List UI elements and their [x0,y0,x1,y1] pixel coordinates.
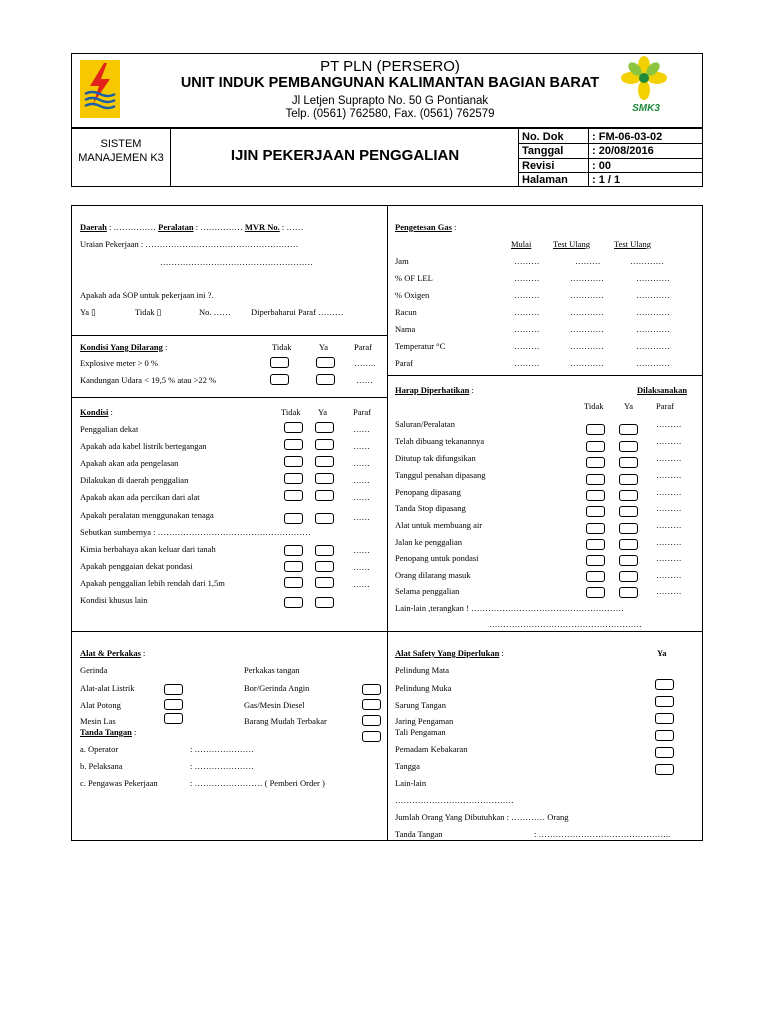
tidak-checkbox[interactable] [586,571,605,582]
sop-question: Apakah ada SOP untuk pekerjaan ini ?. [80,290,214,300]
peralatan-field[interactable]: : …………… [193,222,245,232]
safety-item: Tangga [395,761,420,771]
ya-checkbox[interactable] [315,422,334,433]
other-precaution-field-line2[interactable]: ……………………………………………… [489,619,642,629]
ya-checkbox[interactable] [316,374,335,385]
ya-checkbox[interactable] [619,571,638,582]
tool-item: Perkakas tangan [244,665,300,675]
tidak-checkbox[interactable] [586,490,605,501]
daerah-field[interactable]: : …………… [106,222,159,232]
tidak-checkbox[interactable] [284,473,303,484]
precaution-item: Tanggul penahan dipasang [395,470,486,480]
mvr-label: MVR No. [244,222,280,232]
signer-label: a. Operator [80,744,119,754]
gas-field[interactable]: ………… [636,307,670,317]
col-ya: Ya [624,401,634,411]
paraf-field[interactable]: …… [353,545,370,555]
col-tidak: Tidak [281,407,301,417]
uraian-field-line2[interactable]: ……………………………………………… [160,257,313,267]
precaution-item: Alat untuk membuang air [395,520,483,530]
safety-item: Lain-lain [395,778,427,788]
safety-item: Jaring Pengaman [395,716,454,726]
tidak-checkbox[interactable] [284,513,303,524]
paraf-field[interactable]: ……… [656,553,682,563]
uraian-field[interactable]: Uraian Pekerjaan : ……………………………………………… [80,239,299,249]
gas-field[interactable]: ………… [630,256,664,266]
prohibited-title: Kondisi Yang Dilarang [80,342,163,352]
paraf-field[interactable]: …… [353,441,370,451]
safety-item: Tali Pengaman [395,727,446,737]
tool-item: Bor/Gerinda Angin [244,683,310,693]
gas-test-title: Pengetesan Gas [395,222,452,232]
mvr-field[interactable]: : …… [279,222,304,232]
paraf-field[interactable]: ……… [656,487,682,497]
safety-checkbox[interactable] [655,679,674,690]
tools-title: Alat & Perkakas [80,648,141,658]
tidak-checkbox[interactable] [586,506,605,517]
doc-rev-label: Revisi [522,160,555,172]
paraf-field[interactable]: …… [353,512,370,522]
ya-checkbox[interactable] [619,490,638,501]
safety-item: Pelindung Muka [395,683,452,693]
doc-date-value: : 20/08/2016 [592,145,654,157]
gas-field[interactable]: ………… [636,358,670,368]
people-count-field[interactable]: Jumlah Orang Yang Dibutuhkan : ………… Orang [395,812,569,822]
paraf-field[interactable]: ……… [656,419,682,429]
ya-checkbox[interactable] [619,506,638,517]
tidak-checkbox[interactable] [284,490,303,501]
precaution-item: Penopang untuk pondasi [395,553,479,563]
gas-field[interactable]: ………… [636,341,670,351]
tool-item: Gerinda [80,665,108,675]
paraf-field[interactable]: …… [353,424,370,434]
sop-ya-option[interactable]: Ya ▯ [80,307,96,317]
signer-label: c. Pengawas Pekerjaan [80,778,158,788]
ya-checkbox[interactable] [315,561,334,572]
tidak-checkbox[interactable] [284,561,303,572]
doc-rev-value: : 00 [592,160,611,172]
condition-item: Dilakukan di daerah penggalian [80,475,189,485]
sop-tidak-option[interactable]: Tidak ▯ [135,307,162,317]
tidak-checkbox[interactable] [284,545,303,556]
gas-row-label: % OF LEL [395,273,433,283]
tidak-checkbox[interactable] [284,577,303,588]
tool-item: Barang Mudah Terbakar [244,716,327,726]
safety-signature-label: Tanda Tangan [395,829,443,839]
precaution-item: Saluran/Peralatan [395,419,455,429]
precaution-item: Orang dilarang masuk [395,570,471,580]
gas-row-label: Jam [395,256,409,266]
pln-logo [80,60,120,118]
safety-checkbox[interactable] [655,713,674,724]
ya-checkbox[interactable] [619,441,638,452]
safety-checkbox[interactable] [655,696,674,707]
paraf-field[interactable]: ……… [656,503,682,513]
sop-number-field[interactable]: No. …… [199,307,231,317]
ya-checkbox[interactable] [619,474,638,485]
col-tidak: Tidak [584,401,604,411]
ya-checkbox[interactable] [315,597,334,608]
tidak-checkbox[interactable] [586,555,605,566]
condition-item: Apakah akan ada pengelasan [80,458,179,468]
gas-field[interactable]: ………… [570,324,604,334]
paraf-field[interactable]: …… [353,579,370,589]
ya-checkbox[interactable] [619,424,638,435]
tool-checkbox[interactable] [164,699,183,710]
company-phone: Telp. (0561) 762580, Fax. (0561) 762579 [285,108,495,120]
other-precaution-field[interactable]: Lain-lain ,terangkan ! ……………………………………………… [395,603,624,613]
tool-checkbox[interactable] [362,731,381,742]
tool-item: Alat-alat Listrik [80,683,135,693]
form-title: IJIN PEKERJAAN PENGGALIAN [230,147,460,164]
precaution-item: Tanda Stop dipasang [395,503,466,513]
safety-item: Sarung Tangan [395,700,446,710]
condition-item: Apakah akan ada percikan dari alat [80,492,200,502]
tool-item: Gas/Mesin Diesel [244,700,305,710]
gas-field[interactable]: ……… [575,256,601,266]
precautions-title: Harap Diperhatikan [395,385,470,395]
doc-no-label: No. Dok [522,131,564,143]
tool-checkbox[interactable] [362,684,381,695]
ya-checkbox[interactable] [315,545,334,556]
unit-name: UNIT INDUK PEMBANGUNAN KALIMANTAN BAGIAN BARAT [180,75,600,91]
paraf-field[interactable]: …… [353,492,370,502]
tool-checkbox[interactable] [164,713,183,724]
paraf-field[interactable]: ……… [656,537,682,547]
ya-checkbox[interactable] [619,539,638,550]
ya-checkbox[interactable] [315,456,334,467]
paraf-field[interactable]: ……… [656,520,682,530]
tool-checkbox[interactable] [362,699,381,710]
gas-row-label: % Oxigen [395,290,430,300]
precaution-item: Penopang dipasang [395,487,461,497]
peralatan-label: Peralatan [158,222,194,232]
doc-page-label: Halaman [522,174,568,186]
precaution-item: Selama penggalian [395,586,460,596]
sop-paraf-field[interactable]: Diperbaharui Paraf ……… [251,307,344,317]
tidak-checkbox[interactable] [586,474,605,485]
ya-checkbox[interactable] [619,457,638,468]
gas-field[interactable]: ……… [514,256,540,266]
company-name: PT PLN (PERSERO) [320,58,460,75]
col-dilaksanakan: Dilaksanakan [637,385,688,395]
doc-page-value: : 1 / 1 [592,174,621,186]
smk3-logo [617,56,671,106]
safety-checkbox[interactable] [655,764,674,775]
ya-checkbox[interactable] [619,523,638,534]
doc-date-label: Tanggal [522,145,564,157]
gas-field[interactable]: ………… [636,290,670,300]
tidak-checkbox[interactable] [270,357,289,368]
tidak-checkbox[interactable] [586,523,605,534]
ya-checkbox[interactable] [315,490,334,501]
col-test-ulang-1: Test Ulang [553,239,590,249]
supervisor-signature-field[interactable]: : …………………… ( Pemberi Order ) [190,778,325,788]
paraf-field[interactable]: …… [356,375,373,385]
paraf-field[interactable]: …… [353,562,370,572]
paraf-field[interactable]: ……… [656,570,682,580]
gas-field[interactable]: ……… [514,307,540,317]
tool-item: Alat Potong [80,700,121,710]
gas-row-label: Racun [395,307,417,317]
gas-field[interactable]: ……… [514,290,540,300]
executor-signature-field[interactable]: : ………………… [190,761,254,771]
tidak-checkbox[interactable] [586,587,605,598]
gas-field[interactable]: ………… [570,358,604,368]
tidak-checkbox[interactable] [586,441,605,452]
precaution-item: Telah dibuang tekanannya [395,436,485,446]
col-test-ulang-2: Test Ulang [614,239,651,249]
col-tidak: Tidak [272,342,292,352]
gas-row-label: Paraf [395,358,413,368]
col-paraf: Paraf [656,401,674,411]
condition-item: Apakah penggaian dekat pondasi [80,561,193,571]
condition-item: Apakah ada kabel listrik bertegangan [80,441,207,451]
tidak-checkbox[interactable] [284,456,303,467]
form-center-divider [387,205,388,841]
paraf-field[interactable]: …… [353,458,370,468]
safety-checkbox[interactable] [655,730,674,741]
gas-field[interactable]: ……… [514,358,540,368]
ya-checkbox[interactable] [619,587,638,598]
col-ya: Ya [319,342,329,352]
safety-title: Alat Safety Yang Diperlukan [395,648,500,658]
safety-checkbox[interactable] [655,747,674,758]
gas-field[interactable]: ………… [570,273,604,283]
tidak-checkbox[interactable] [284,422,303,433]
col-mulai: Mulai [511,239,532,249]
tidak-checkbox[interactable] [284,439,303,450]
tool-checkbox[interactable] [362,715,381,726]
gas-field[interactable]: ………… [570,307,604,317]
paraf-field[interactable]: …… [353,475,370,485]
col-ya: Ya [318,407,328,417]
tidak-checkbox[interactable] [586,539,605,550]
tool-item: Mesin Las [80,716,116,726]
daerah-label: Daerah [80,222,107,232]
tidak-checkbox[interactable] [270,374,289,385]
ya-checkbox[interactable] [316,357,335,368]
tool-checkbox[interactable] [164,684,183,695]
company-address: Jl Letjen Suprapto No. 50 G Pontianak [291,95,489,107]
system-label: SISTEM MANAJEMEN K3 [78,138,164,164]
paraf-field[interactable]: …….. [354,358,376,368]
safety-signature-field[interactable]: : ……………………………………….. [534,829,671,839]
tidak-checkbox[interactable] [284,597,303,608]
safety-item: Pelindung Mata [395,665,450,675]
gas-row-label: Temperatur °C [395,341,446,351]
ya-checkbox[interactable] [315,577,334,588]
paraf-field[interactable]: ……… [656,436,682,446]
condition-item: Kondisi khusus lain [80,595,148,605]
tidak-checkbox[interactable] [586,457,605,468]
gas-field[interactable]: ……… [514,324,540,334]
paraf-field[interactable]: ……… [656,453,682,463]
col-paraf: Paraf [354,342,372,352]
gas-field[interactable]: ………… [636,273,670,283]
precaution-item: Jalan ke penggalian [395,537,463,547]
condition-item: Kimia berbahaya akan keluar dari tanah [80,544,216,554]
doc-no-value: : FM-06-03-02 [592,131,663,143]
col-paraf: Paraf [353,407,371,417]
smk3-label: SMK3 [632,103,660,114]
ya-checkbox[interactable] [619,555,638,566]
ya-checkbox[interactable] [315,439,334,450]
other-safety-field[interactable]: …………………………………… [395,795,514,805]
paraf-field[interactable]: ……… [656,586,682,596]
conditions-title: Kondisi [80,407,109,417]
tidak-checkbox[interactable] [586,424,605,435]
prohibited-item: Explosive meter > 0 % [80,358,158,368]
safety-item: Pemadam Kebakaran [395,744,468,754]
ya-checkbox[interactable] [315,473,334,484]
gas-field[interactable]: ……… [514,273,540,283]
prohibited-item: Kandungan Udara < 19,5 % atau >22 % [80,375,217,385]
condition-item: Apakah penggalian lebih rendah dari 1,5m [80,578,225,588]
operator-signature-field[interactable]: : ………………… [190,744,254,754]
source-field[interactable]: Sebutkan sumbernya : ……………………………………………… [80,527,311,537]
ya-checkbox[interactable] [315,513,334,524]
paraf-field[interactable]: ……… [656,470,682,480]
col-ya: Ya [657,648,667,658]
gas-field[interactable]: ……… [514,341,540,351]
condition-item: Penggalian dekat [80,424,139,434]
precaution-item: Ditutup tak difungsikan [395,453,476,463]
condition-item: Apakah peralatan menggunakan tenaga [80,510,214,520]
signer-label: b. Pelaksana [80,761,123,771]
gas-row-label: Nama [395,324,416,334]
signatures-title: Tanda Tangan [80,727,132,737]
gas-field[interactable]: ………… [570,290,604,300]
gas-field[interactable]: ………… [636,324,670,334]
gas-field[interactable]: ………… [570,341,604,351]
